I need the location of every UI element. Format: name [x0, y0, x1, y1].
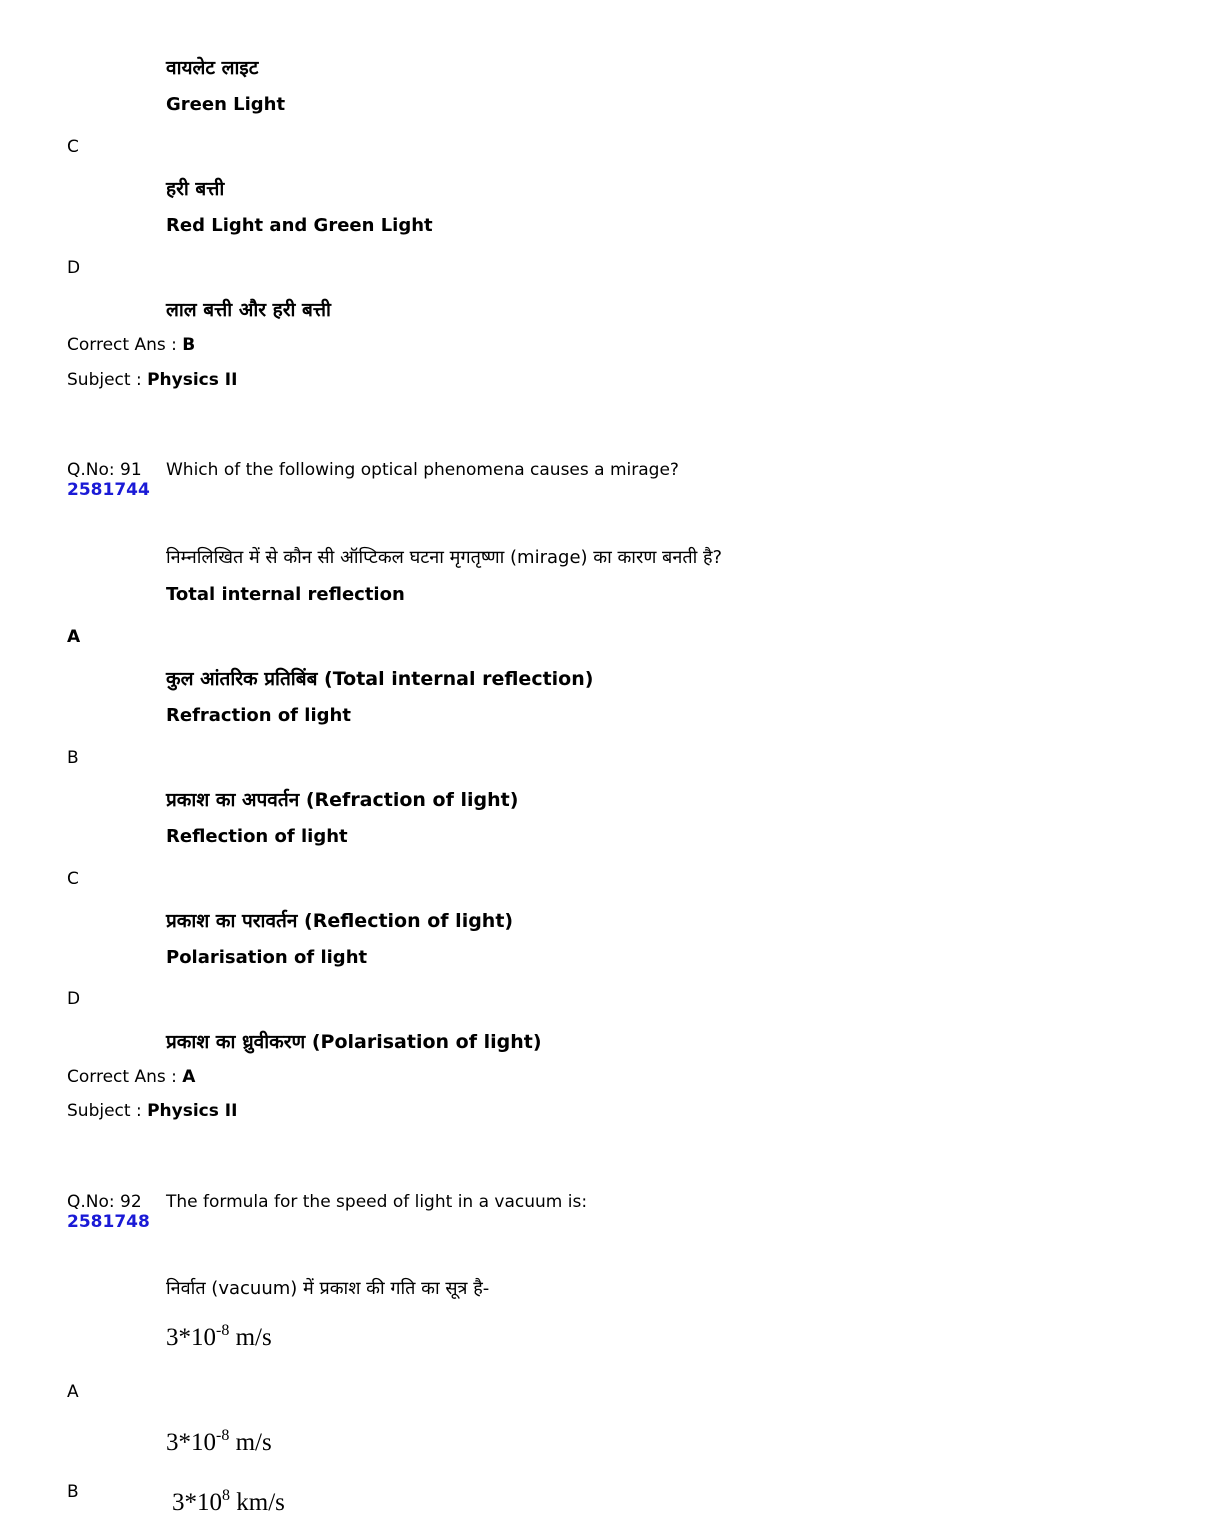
- q92-option-a-formula: [166, 1427, 272, 1457]
- formula-exponent: -8: [216, 1427, 230, 1444]
- q91-option-b-letter: B: [67, 748, 79, 768]
- q92-option-b-letter: B: [67, 1482, 79, 1502]
- formula-unit: m/s: [229, 1324, 272, 1351]
- q90-option-d-english: Red Light and Green Light: [166, 215, 433, 236]
- formula-base: 3*10: [166, 1324, 216, 1351]
- q92-id: 2581748: [67, 1212, 150, 1232]
- q91-option-a-letter: A: [67, 627, 81, 647]
- correct-answer-label: Correct Ans :: [67, 335, 177, 355]
- q90-option-c-english: Green Light: [166, 94, 286, 115]
- q91-option-a-hindi: कुल आंतरिक प्रतिबिंब (Total internal reflection): [166, 668, 594, 690]
- q91-subject: [67, 1101, 237, 1121]
- formula-exponent: -8: [216, 1322, 230, 1339]
- q92-question-hindi: निर्वात (vacuum) में प्रकाश की गति का सूत्र है-: [166, 1278, 490, 1299]
- q90-option-b-hindi: वायलेट लाइट: [166, 57, 259, 79]
- q90-correct-answer: [67, 335, 195, 355]
- formula-unit: m/s: [229, 1429, 272, 1456]
- q91-question-english: Which of the following optical phenomena causes a mirage?: [166, 460, 679, 480]
- q92-option-b-formula: [172, 1487, 285, 1517]
- q91-option-c-hindi: प्रकाश का परावर्तन (Reflection of light): [166, 910, 514, 932]
- q91-option-d-letter: D: [67, 989, 81, 1009]
- q91-option-d-hindi: प्रकाश का ध्रुवीकरण (Polarisation of light): [166, 1031, 542, 1053]
- subject-label: Subject :: [67, 1101, 142, 1121]
- q91-option-d-english: Polarisation of light: [166, 947, 368, 968]
- q91-correct-answer: [67, 1067, 195, 1087]
- q90-option-d-hindi: लाल बत्ती और हरी बत्ती: [166, 299, 331, 321]
- q90-option-c-hindi: हरी बत्ती: [166, 178, 225, 200]
- q90-option-c-letter: C: [67, 137, 79, 157]
- q91-option-a-english: Total internal reflection: [166, 584, 405, 605]
- q91-number: Q.No: 91: [67, 460, 142, 480]
- correct-answer-value: A: [182, 1067, 196, 1087]
- subject-value: Physics II: [147, 370, 238, 390]
- q91-option-c-letter: C: [67, 869, 79, 889]
- q92-question-formula: [166, 1322, 272, 1352]
- subject-value: Physics II: [147, 1101, 238, 1121]
- subject-label: Subject :: [67, 370, 142, 390]
- q92-option-a-letter: A: [67, 1382, 79, 1402]
- q91-option-c-english: Reflection of light: [166, 826, 348, 847]
- q91-option-b-english: Refraction of light: [166, 705, 351, 726]
- formula-unit: km/s: [230, 1489, 285, 1516]
- q92-question-english: The formula for the speed of light in a vacuum is:: [166, 1192, 588, 1212]
- correct-answer-value: B: [182, 335, 196, 355]
- formula-base: 3*10: [172, 1489, 222, 1516]
- q91-id: 2581744: [67, 480, 150, 500]
- q90-subject: [67, 370, 237, 390]
- q92-number: Q.No: 92: [67, 1192, 142, 1212]
- q91-question-hindi: निम्नलिखित में से कौन सी ऑप्टिकल घटना मृगतृष्णा (mirage) का कारण बनती है?: [166, 547, 723, 568]
- formula-exponent: 8: [222, 1487, 230, 1504]
- correct-answer-label: Correct Ans :: [67, 1067, 177, 1087]
- q90-option-d-letter: D: [67, 258, 81, 278]
- q91-option-b-hindi: प्रकाश का अपवर्तन (Refraction of light): [166, 789, 519, 811]
- formula-base: 3*10: [166, 1429, 216, 1456]
